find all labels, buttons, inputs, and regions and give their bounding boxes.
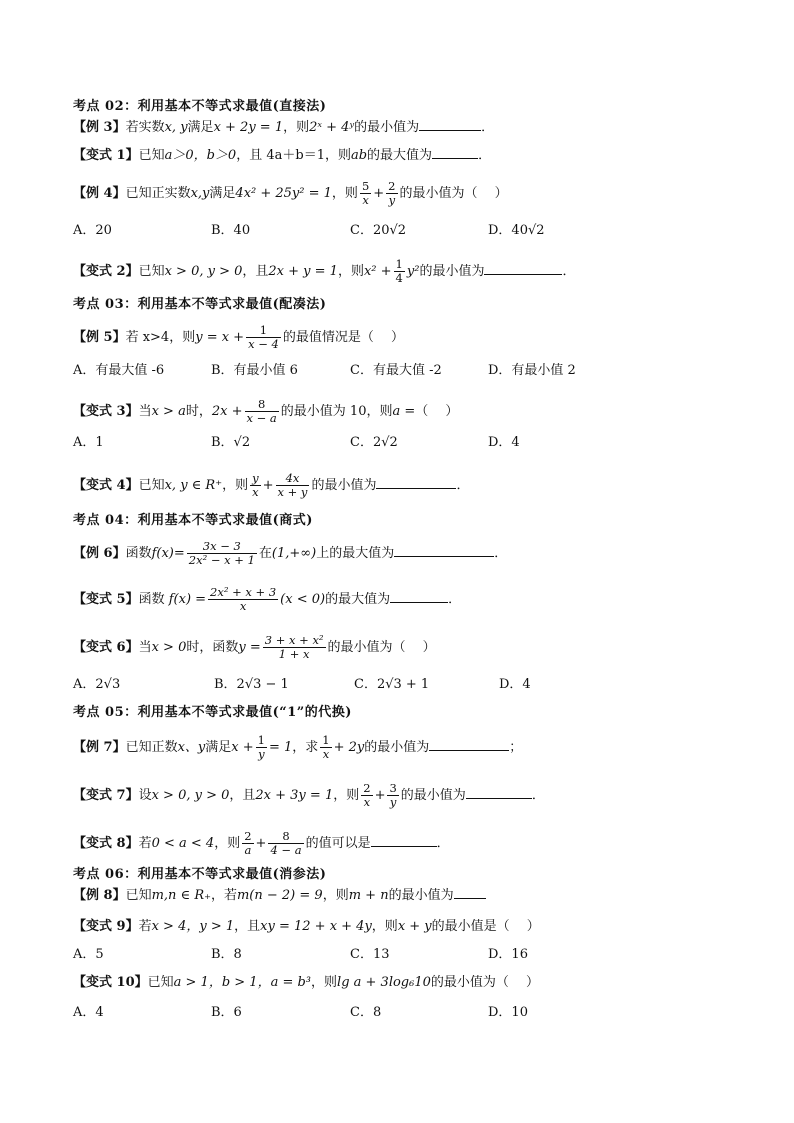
label: 【例 4】 <box>73 186 126 201</box>
text: 的最小值为（ ） <box>430 975 540 990</box>
option-b[interactable]: B．√2 <box>211 435 251 450</box>
text: ． <box>562 264 576 279</box>
text: ，则 <box>311 975 338 990</box>
text: 的最小值为（ ） <box>327 640 436 655</box>
label: 【例 7】 <box>73 740 126 755</box>
option-a[interactable]: A．20 <box>73 223 112 238</box>
option-c[interactable]: C．2√2 <box>350 435 398 450</box>
text: 时， <box>185 404 212 419</box>
option-c[interactable]: C．20√2 <box>350 223 407 238</box>
text: 的最小值为 <box>311 478 377 493</box>
fraction <box>276 472 310 499</box>
text: 的值可以是 <box>305 836 371 851</box>
text: 的最小值为（ ） <box>399 186 508 201</box>
text: ． <box>448 592 462 607</box>
denominator: x <box>239 599 247 613</box>
option-b[interactable]: B．2√3 − 1 <box>214 677 289 692</box>
numerator: 8 <box>245 398 279 412</box>
text: 已知 <box>147 975 174 990</box>
fraction <box>250 472 261 499</box>
text: 若 <box>138 919 152 934</box>
text: 的最大值为 <box>367 148 433 163</box>
text: 的最小值为 10，则 <box>280 404 393 419</box>
option-b[interactable]: B．8 <box>211 947 242 962</box>
text: ，则 <box>214 836 241 851</box>
label: 【变式 3】 <box>73 404 139 419</box>
math: x > 0 <box>151 640 187 655</box>
option-b[interactable]: B．有最小值 6 <box>211 363 298 378</box>
text: ，且 <box>234 919 261 934</box>
text: 已知正实数 <box>125 186 191 201</box>
math: 4x² + 25y² = 1 <box>235 186 332 201</box>
text: 函数 <box>125 546 152 561</box>
answer-blank[interactable] <box>419 118 481 131</box>
denominator: x + y <box>277 485 308 499</box>
math: x > 0, y > 0 <box>151 788 230 803</box>
math: + 2y <box>333 740 365 755</box>
label: 【变式 10】 <box>73 975 148 990</box>
fraction <box>387 782 398 809</box>
label: 【变式 2】 <box>73 264 139 279</box>
question-ex4 <box>73 180 508 207</box>
denominator: 4 − a <box>270 843 302 857</box>
text: 的最大值为 <box>325 592 391 607</box>
fraction <box>361 782 372 809</box>
math: x > a <box>151 404 186 419</box>
option-c[interactable]: C．2√3 + 1 <box>354 677 430 692</box>
text: ． <box>494 546 508 561</box>
math: = 1 <box>268 740 293 755</box>
question-var2 <box>73 258 575 285</box>
fraction <box>242 830 253 857</box>
label: 【变式 9】 <box>73 919 139 934</box>
math: x, y ∈ R⁺ <box>164 478 223 493</box>
question-ex8 <box>73 886 486 905</box>
text: ，且 <box>229 788 256 803</box>
text: （ ） <box>415 404 459 419</box>
numerator: 5 <box>361 179 370 193</box>
text: ，则 <box>331 186 358 201</box>
denominator: y <box>388 193 396 207</box>
text: ； <box>509 740 523 755</box>
text: 当 <box>138 404 152 419</box>
label: 【变式 6】 <box>73 640 139 655</box>
option-c[interactable]: C．8 <box>350 1005 382 1020</box>
text: 当 <box>138 640 152 655</box>
text: 的最小值是（ ） <box>431 919 540 934</box>
math: x、y <box>177 740 206 755</box>
text: ，则 <box>337 264 364 279</box>
fraction <box>320 734 331 761</box>
denominator: x <box>363 795 371 809</box>
text: ，求 <box>292 740 319 755</box>
text: 已知 <box>125 888 152 903</box>
label: 【变式 4】 <box>73 478 139 493</box>
math: 2x + <box>211 404 243 419</box>
text: 若 x>4，则 <box>125 330 196 345</box>
text: 的最小值为 <box>364 740 430 755</box>
math: 2ˣ + 4ʸ <box>309 120 355 135</box>
numerator: 1 <box>246 324 281 338</box>
option-a[interactable]: A．2√3 <box>73 677 121 692</box>
answer-blank[interactable] <box>484 262 562 275</box>
option-d[interactable]: D．有最小值 2 <box>488 363 576 378</box>
math: (x < 0) <box>280 592 326 607</box>
question-var9 <box>73 918 540 936</box>
label: 【变式 5】 <box>73 592 139 607</box>
text: 若 <box>138 836 152 851</box>
option-d[interactable]: D．4 <box>499 677 531 692</box>
text: ． <box>436 836 450 851</box>
question-var3 <box>73 398 458 425</box>
denominator: x − 4 <box>248 337 279 351</box>
fraction <box>256 734 267 761</box>
fraction <box>268 830 303 857</box>
section-heading-03: 考点 03：利用基本不等式求最值(配凑法) <box>73 297 327 312</box>
math: + <box>373 186 385 201</box>
text: ，则 <box>333 788 360 803</box>
label: 【例 8】 <box>73 888 126 903</box>
fraction <box>360 180 371 207</box>
math: + <box>374 788 386 803</box>
denominator: x − a <box>246 411 277 425</box>
math: a＞0，b＞0 <box>164 148 237 163</box>
text: ，则 <box>371 919 398 934</box>
numerator: 3 <box>389 781 397 795</box>
label: 【变式 1】 <box>73 148 139 163</box>
text: 的最小值为 <box>419 264 485 279</box>
answer-blank[interactable] <box>466 786 532 799</box>
question-var8 <box>73 830 450 857</box>
text: ． <box>481 120 495 135</box>
label: 【变式 8】 <box>73 836 139 851</box>
numerator: 2 <box>244 829 252 843</box>
denominator: x <box>252 485 259 499</box>
question-ex5 <box>73 324 404 351</box>
text: 时，函数 <box>186 640 239 655</box>
section-heading-06: 考点 06：利用基本不等式求最值(消参法) <box>73 867 327 882</box>
text: ，且 <box>242 264 269 279</box>
option-a[interactable]: A．有最大值 -6 <box>73 363 165 378</box>
math: y = <box>238 640 261 655</box>
option-d[interactable]: D．10 <box>488 1005 528 1020</box>
question-var6 <box>73 634 436 661</box>
text: 满足 <box>205 740 232 755</box>
math: xy = 12 + x + 4y <box>260 919 372 934</box>
numerator: 1 <box>322 733 330 747</box>
question-ex3 <box>73 118 494 137</box>
section-heading-02: 考点 02：利用基本不等式求最值(直接法) <box>73 99 327 114</box>
answer-blank[interactable] <box>429 738 509 751</box>
math: x + 2y = 1 <box>213 120 284 135</box>
math: a = <box>392 404 416 419</box>
text: ，则 <box>283 120 310 135</box>
numerator: 3x − 3 <box>187 540 257 554</box>
math: lg a + 3log₆10 <box>337 975 431 990</box>
question-var1 <box>73 146 491 165</box>
math: x² + <box>363 264 392 279</box>
math: a > 1，b > 1，a = b³ <box>173 975 312 990</box>
math: y = x + <box>195 330 245 345</box>
question-var10 <box>73 974 539 992</box>
answer-blank[interactable] <box>432 146 478 159</box>
text: ，若 <box>210 888 237 903</box>
denominator: 4 <box>395 271 403 285</box>
answer-blank[interactable] <box>371 834 437 847</box>
question-var4 <box>73 472 469 499</box>
label: 【例 5】 <box>73 330 126 345</box>
fraction <box>386 180 397 207</box>
label: 【变式 7】 <box>73 788 139 803</box>
text: 已知 <box>138 148 165 163</box>
text: ，且 4a＋b＝1，则 <box>236 148 351 163</box>
section-heading-05: 考点 05：利用基本不等式求最值(“1”的代换) <box>73 705 352 720</box>
text: 若实数 <box>125 120 165 135</box>
math: 0 < a < 4 <box>151 836 215 851</box>
fraction <box>208 586 278 613</box>
fraction <box>246 324 281 351</box>
math: m + n <box>348 888 389 903</box>
fraction <box>187 540 257 567</box>
text: 的最值情况是（ ） <box>282 330 404 345</box>
text: 已知 <box>138 478 165 493</box>
text: 已知 <box>138 264 165 279</box>
text: 的最小值为 <box>388 888 454 903</box>
label: 【例 3】 <box>73 120 126 135</box>
math: x > 0, y > 0 <box>164 264 243 279</box>
text: 满足 <box>187 120 214 135</box>
math: (1,+∞) <box>271 546 317 561</box>
numerator: 2x² + x + 3 <box>210 585 277 599</box>
fraction <box>263 634 326 661</box>
text: ． <box>531 788 545 803</box>
math: ab <box>350 148 368 163</box>
math: y² <box>406 264 420 279</box>
math: + <box>262 478 274 493</box>
numerator: 1 <box>395 257 403 271</box>
denominator: y <box>389 795 397 809</box>
denominator: 2x² − x + 1 <box>188 553 255 567</box>
denominator: x <box>362 193 369 207</box>
math: x > 4，y > 1 <box>151 919 235 934</box>
answer-blank[interactable] <box>394 544 494 557</box>
text: 的最小值为 <box>400 788 466 803</box>
option-c[interactable]: C．13 <box>350 947 390 962</box>
numerator: 8 <box>268 830 303 844</box>
denominator: 1 + x <box>278 647 310 661</box>
denominator: a <box>244 843 252 857</box>
option-a[interactable]: A．5 <box>73 947 104 962</box>
text: 在 <box>258 546 272 561</box>
text: 设 <box>138 788 152 803</box>
option-a[interactable]: A．4 <box>73 1005 104 1020</box>
question-var7 <box>73 782 545 809</box>
option-b[interactable]: B．40 <box>211 223 251 238</box>
text: ． <box>478 148 492 163</box>
text: 已知正数 <box>125 740 178 755</box>
text: ． <box>456 478 470 493</box>
math: f(x) = <box>168 592 207 607</box>
math: 2x + 3y = 1 <box>255 788 334 803</box>
text: ，则 <box>322 888 349 903</box>
math: m(n − 2) = 9 <box>236 888 323 903</box>
section-heading-04: 考点 04：利用基本不等式求最值(商式) <box>73 513 313 528</box>
answer-blank[interactable] <box>454 886 486 899</box>
answer-blank[interactable] <box>376 476 456 489</box>
fraction <box>394 258 405 285</box>
option-b[interactable]: B．6 <box>211 1005 242 1020</box>
text: 满足 <box>209 186 236 201</box>
text: 函数 <box>138 592 165 607</box>
text: 上的最大值为 <box>316 546 395 561</box>
math: x,y <box>190 186 210 201</box>
math: m,n ∈ R₊ <box>151 888 211 903</box>
numerator: y <box>252 471 259 485</box>
option-c[interactable]: C．有最大值 -2 <box>350 363 442 378</box>
question-var5 <box>73 586 461 613</box>
numerator: 4x <box>276 472 310 486</box>
math: 2x + y = 1 <box>268 264 338 279</box>
option-d[interactable]: D．4 <box>488 435 520 450</box>
math: x + <box>231 740 254 755</box>
text: ，则 <box>222 478 249 493</box>
option-a[interactable]: A．1 <box>73 435 104 450</box>
numerator: 2 <box>388 179 396 193</box>
answer-blank[interactable] <box>390 590 448 603</box>
fraction <box>245 398 279 425</box>
question-ex6 <box>73 540 507 567</box>
label: 【例 6】 <box>73 546 126 561</box>
option-d[interactable]: D．16 <box>488 947 528 962</box>
math: x + y <box>397 919 432 934</box>
denominator: x <box>322 747 330 761</box>
numerator: 1 <box>257 733 265 747</box>
text: 的最小值为 <box>354 120 420 135</box>
option-d[interactable]: D．40√2 <box>488 223 545 238</box>
math: x, y <box>164 120 188 135</box>
denominator: y <box>258 747 265 761</box>
numerator: 3 + x + x² <box>264 633 324 647</box>
math: + <box>255 836 267 851</box>
numerator: 2 <box>363 781 371 795</box>
question-ex7 <box>73 734 522 761</box>
math: f(x)= <box>151 546 185 561</box>
